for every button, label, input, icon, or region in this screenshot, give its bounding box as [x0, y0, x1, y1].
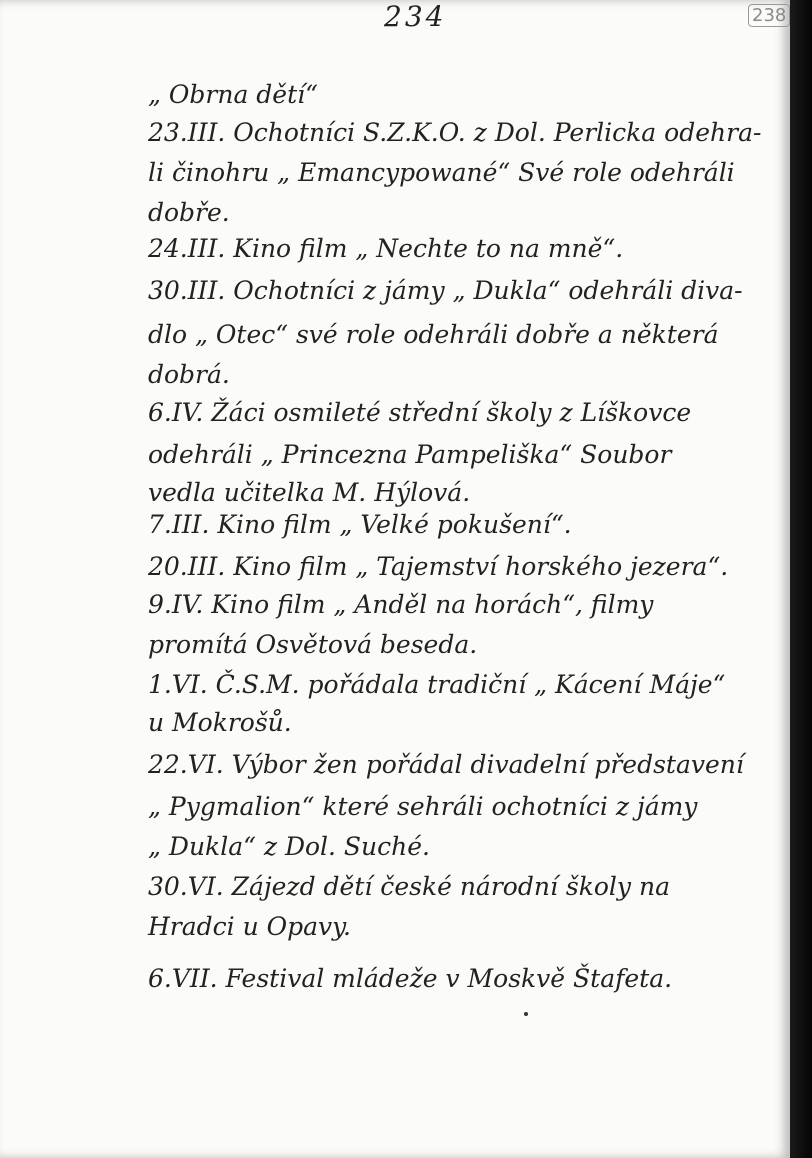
- text-line: „ Dukla“ z Dol. Suché.: [148, 832, 430, 861]
- text-line: 30.VI. Zájezd dětí české národní školy na: [148, 872, 670, 901]
- text-line: 20.III. Kino film „ Tajemství horského jezera“.: [148, 552, 729, 581]
- text-line: odehráli „ Princezna Pampeliška“ Soubor: [148, 440, 672, 469]
- text-line: 22.VI. Výbor žen pořádal divadelní představení: [148, 750, 744, 779]
- text-line: 23.III. Ochotníci S.Z.K.O. z Dol. Perlicka odehra-: [148, 118, 762, 147]
- text-line: promítá Osvětová beseda.: [148, 630, 478, 659]
- text-line: 30.III. Ochotníci z jámy „ Dukla“ odehráli diva-: [148, 276, 743, 305]
- scan-edge: [790, 0, 812, 1158]
- text-line: „ Pygmalion“ které sehráli ochotníci z jámy: [148, 792, 698, 821]
- text-line: dobrá.: [148, 360, 230, 389]
- text-line: li činohru „ Emancypowané“ Své role odehráli: [148, 158, 735, 187]
- text-line: dobře.: [148, 198, 230, 227]
- text-line: 9.IV. Kino film „ Anděl na horách“, filmy: [148, 590, 654, 619]
- page-number-stamp: 238: [748, 4, 790, 27]
- text-line: „ Obrna dětí“: [148, 80, 318, 109]
- text-line: vedla učitelka M. Hýlová.: [148, 478, 471, 507]
- text-line: Hradci u Opavy.: [148, 912, 351, 941]
- text-line: 7.III. Kino film „ Velké pokušení“.: [148, 510, 572, 539]
- text-line: dlo „ Otec“ své role odehráli dobře a některá: [148, 320, 719, 349]
- text-line: 6.IV. Žáci osmileté střední školy z Líškovce: [148, 398, 692, 427]
- text-line: 1.VI. Č.S.M. pořádala tradiční „ Kácení Máje“: [148, 670, 726, 699]
- ink-dot: [524, 1012, 528, 1016]
- text-line: 6.VII. Festival mládeže v Moskvě Štafeta.: [148, 964, 673, 993]
- page-number: 234: [384, 0, 447, 33]
- text-line: 24.III. Kino film „ Nechte to na mně“.: [148, 234, 624, 263]
- text-line: u Mokrošů.: [148, 708, 292, 737]
